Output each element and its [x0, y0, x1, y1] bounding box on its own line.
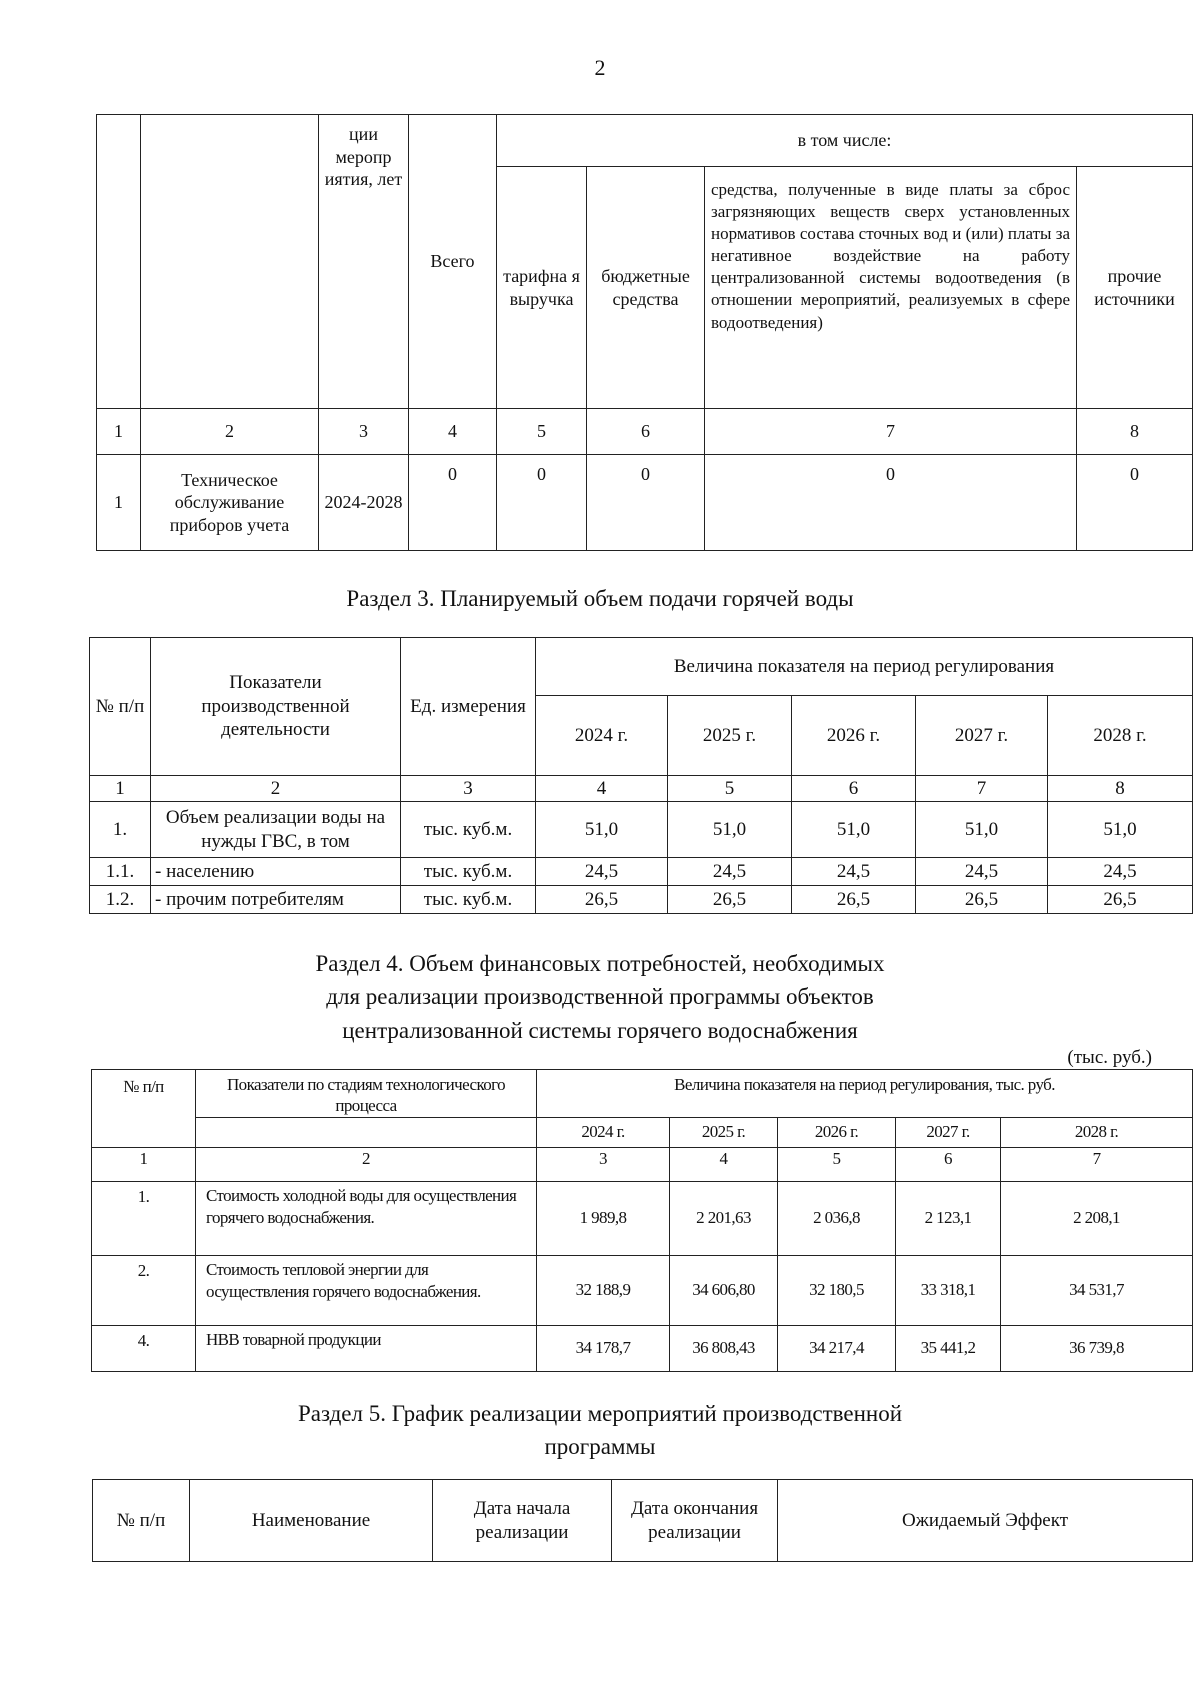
header-cell-empty-1: [97, 115, 141, 409]
row-value: 34 178,7: [537, 1325, 670, 1371]
row-value: 32 180,5: [778, 1255, 896, 1325]
row-value: 24,5: [536, 858, 668, 886]
header-year: 2025 г.: [668, 696, 792, 776]
header-tariff: тарифна я выручка: [497, 167, 587, 409]
col-number: 7: [1001, 1147, 1193, 1181]
section4-title-line: централизованной системы горячего водоснабжения: [342, 1017, 858, 1043]
row-value: 51,0: [916, 802, 1048, 858]
col-number: 2: [196, 1147, 537, 1181]
header-year: 2027 г.: [916, 696, 1048, 776]
row-name: Стоимость холодной воды для осуществления горячего водоснабжения.: [196, 1181, 537, 1255]
section5-title-line: программы: [544, 1434, 656, 1460]
header-year: 2025 г.: [670, 1117, 778, 1147]
row-unit: тыс. куб.м.: [401, 886, 536, 914]
col-number: 2: [141, 409, 319, 455]
schedule-table: [92, 1479, 1193, 1562]
row-value: 24,5: [792, 858, 916, 886]
row-value: 24,5: [668, 858, 792, 886]
col-number: 7: [916, 776, 1048, 802]
col-number: 7: [705, 409, 1077, 455]
row-name: Техническое обслуживание приборов учета: [141, 455, 319, 551]
col-number: 1: [97, 409, 141, 455]
header-num: № п/п: [93, 1480, 190, 1562]
page-number: 2: [594, 55, 606, 80]
row-name: - прочим потребителям: [151, 886, 401, 914]
col-number: 3: [319, 409, 409, 455]
header-year: 2026 г.: [792, 696, 916, 776]
header-start-date: Дата начала реализации: [433, 1480, 612, 1562]
header-budget: бюджетные средства: [587, 167, 705, 409]
header-fees: средства, полученные в виде платы за сброс загрязняющих веществ сверх установленных нормативов состава сточных вод и (или) платы за негативное воздействие на работу централизованной системы водоотведения (в отношении мероприятий, реализуемых в сфере водоотведения): [705, 167, 1077, 409]
row-value: 35 441,2: [896, 1325, 1001, 1371]
header-year: 2024 г.: [537, 1117, 670, 1147]
row-number: 1.1.: [90, 858, 151, 886]
header-year: 2026 г.: [778, 1117, 896, 1147]
header-including: в том числе:: [497, 115, 1193, 167]
col-number: 5: [497, 409, 587, 455]
row-value: 0: [587, 455, 705, 551]
row-name: НВВ товарной продукции: [196, 1325, 537, 1371]
row-value: 0: [497, 455, 587, 551]
col-number: 5: [668, 776, 792, 802]
row-value: 0: [1077, 455, 1193, 551]
header-num: № п/п: [92, 1070, 196, 1148]
section3-title: Раздел 3. Планируемый объем подачи горячей воды: [346, 586, 854, 611]
row-value: 32 188,9: [537, 1255, 670, 1325]
header-indicator: Показатели по стадиям технологического процесса: [196, 1070, 537, 1118]
row-value: 0: [705, 455, 1077, 551]
header-unit: Ед. измерения: [401, 638, 536, 776]
row-value: 51,0: [668, 802, 792, 858]
row-value: 51,0: [792, 802, 916, 858]
row-value: 33 318,1: [896, 1255, 1001, 1325]
col-number: 1: [92, 1147, 196, 1181]
hot-water-volume-table: [89, 637, 1193, 914]
section4-title: [0, 947, 1200, 1047]
header-total: Всего: [409, 115, 497, 409]
section4-title-line: для реализации производственной программы объектов: [326, 984, 874, 1010]
header-name: Наименование: [190, 1480, 433, 1562]
row-number: 1.: [92, 1181, 196, 1255]
col-number: 8: [1048, 776, 1193, 802]
col-number: 3: [537, 1147, 670, 1181]
row-value: 2 201,63: [670, 1181, 778, 1255]
row-value: 0: [409, 455, 497, 551]
row-value: 26,5: [916, 886, 1048, 914]
row-number: 2.: [92, 1255, 196, 1325]
activities-financing-table: [96, 114, 1193, 551]
row-number: 4.: [92, 1325, 196, 1371]
header-year: 2028 г.: [1001, 1117, 1193, 1147]
col-number: 5: [778, 1147, 896, 1181]
row-value: 34 606,80: [670, 1255, 778, 1325]
col-number: 4: [536, 776, 668, 802]
row-value: 2 208,1: [1001, 1181, 1193, 1255]
section5-title: [0, 1397, 1200, 1464]
row-value: 26,5: [792, 886, 916, 914]
section4-title-line: Раздел 4. Объем финансовых потребностей, необходимых: [315, 951, 885, 976]
header-other: прочие источники: [1077, 167, 1193, 409]
section5-title-line: Раздел 5. График реализации мероприятий производственной: [297, 1401, 903, 1426]
header-empty: [196, 1117, 537, 1147]
col-number: 3: [401, 776, 536, 802]
row-name: - населению: [151, 858, 401, 886]
header-year: 2028 г.: [1048, 696, 1193, 776]
col-number: 6: [792, 776, 916, 802]
row-period: 2024-2028: [319, 455, 409, 551]
header-end-date: Дата окончания реализации: [612, 1480, 778, 1562]
row-value: 26,5: [668, 886, 792, 914]
row-unit: тыс. куб.м.: [401, 802, 536, 858]
row-value: 34 531,7: [1001, 1255, 1193, 1325]
col-number: 8: [1077, 409, 1193, 455]
row-value: 51,0: [536, 802, 668, 858]
row-number: 1.2.: [90, 886, 151, 914]
header-num: № п/п: [90, 638, 151, 776]
row-value: 36 739,8: [1001, 1325, 1193, 1371]
header-value: Величина показателя на период регулирования, тыс. руб.: [537, 1070, 1193, 1118]
row-value: 24,5: [1048, 858, 1193, 886]
row-value: 51,0: [1048, 802, 1193, 858]
row-value: 2 123,1: [896, 1181, 1001, 1255]
row-number: 1.: [90, 802, 151, 858]
header-effect: Ожидаемый Эффект: [778, 1480, 1193, 1562]
unit-note: (тыс. руб.): [1067, 1047, 1152, 1068]
header-cell-empty-2: [141, 115, 319, 409]
row-value: 26,5: [1048, 886, 1193, 914]
row-value: 36 808,43: [670, 1325, 778, 1371]
header-year: 2027 г.: [896, 1117, 1001, 1147]
row-number: 1: [97, 455, 141, 551]
financial-needs-table: [91, 1069, 1193, 1372]
row-name: Объем реализации воды на нужды ГВС, в том: [151, 802, 401, 858]
header-indicator: Показатели производственной деятельности: [151, 638, 401, 776]
row-value: 26,5: [536, 886, 668, 914]
col-number: 6: [587, 409, 705, 455]
header-value: Величина показателя на период регулирования: [536, 638, 1193, 696]
col-number: 6: [896, 1147, 1001, 1181]
col-number: 4: [670, 1147, 778, 1181]
header-year: 2024 г.: [536, 696, 668, 776]
row-value: 24,5: [916, 858, 1048, 886]
row-unit: тыс. куб.м.: [401, 858, 536, 886]
row-name: Стоимость тепловой энергии для осуществления горячего водоснабжения.: [196, 1255, 537, 1325]
row-value: 1 989,8: [537, 1181, 670, 1255]
col-number: 4: [409, 409, 497, 455]
col-number: 1: [90, 776, 151, 802]
row-value: 34 217,4: [778, 1325, 896, 1371]
col-number: 2: [151, 776, 401, 802]
header-duration: ции меропр иятия, лет: [319, 115, 409, 409]
row-value: 2 036,8: [778, 1181, 896, 1255]
